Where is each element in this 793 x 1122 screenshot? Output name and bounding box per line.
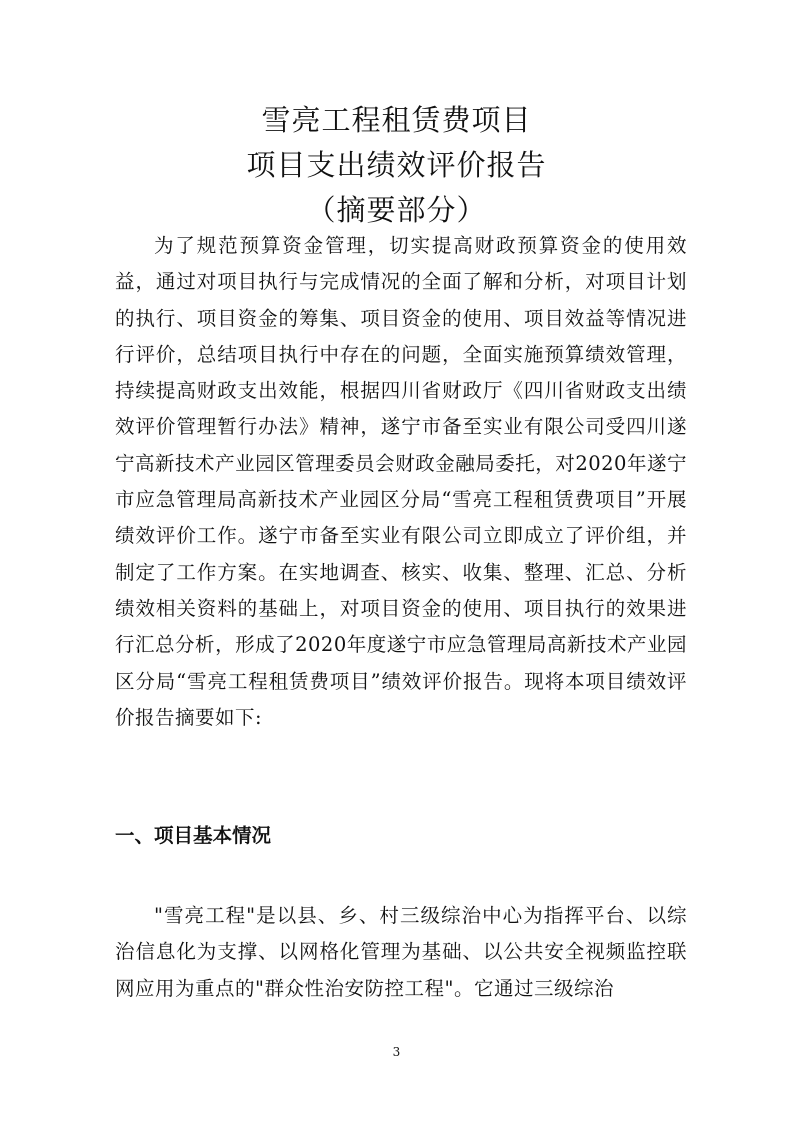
document-title — [0, 98, 793, 233]
section-1-paragraph: "雪亮工程"是以县、乡、村三级综治中心为指挥平台、以综治信息化为支撑、以网格化管理为基础、以公共安全视频监控联网应用为重点的"群众性治安防控工程"。它通过三级综治 — [115, 904, 687, 1000]
title-line-2: 项目支出绩效评价报告 — [246, 148, 547, 182]
page-number: 3 — [392, 1045, 401, 1059]
section-heading-project-overview: 一、项目基本情况 — [115, 824, 272, 847]
title-line-1: 雪亮工程租赁费项目 — [261, 103, 532, 137]
intro-paragraph: 为了规范预算资金管理，切实提高财政预算资金的使用效益，通过对项目执行与完成情况的全面了解和分析，对项目计划的执行、项目资金的筹集、项目资金的使用、项目效益等情况进行评价，总结项目执行中存在的问题，全面实施预算绩效管理，持续提高财政支出效能，根据四川省财政厅《四川省财政支出绩效评价管理暂行办法》精神，遂宁市备至实业有限公司受四川遂宁高新技术产业园区管理委员会财政金融局委托，对2020年遂宁市应急管理局高新技术产业园区分局“雪亮工程租赁费项目”开展绩效评价工作。遂宁市备至实业有限公司立即成立了评价组，并制定了工作方案。在实地调查、核实、收集、整理、汇总、分析绩效相关资料的基础上，对项目资金的使用、项目执行的效果进行汇总分析，形成了2020年度遂宁市应急管理局高新技术产业园区分局“雪亮工程租赁费项目”绩效评价报告。现将本项目绩效评价报告摘要如下: — [115, 234, 687, 729]
title-line-3: （摘要部分） — [306, 193, 487, 227]
